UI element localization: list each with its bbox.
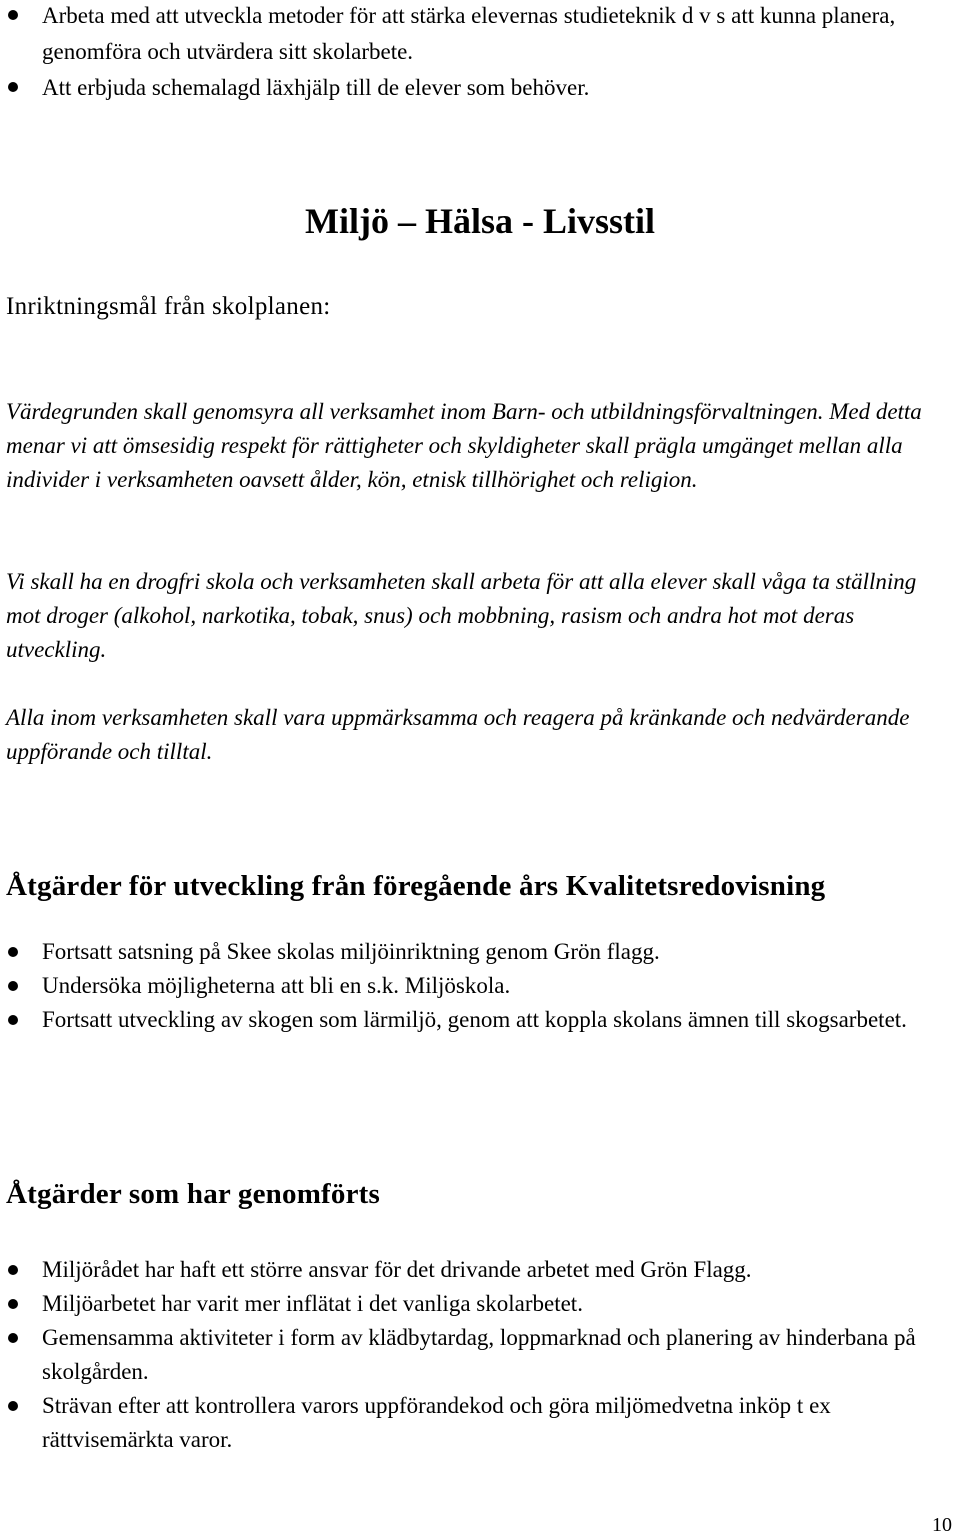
list-item-text: Gemensamma aktiviteter i form av klädbytardag, loppmarknad och planering av hinderbana på skolgården. <box>42 1325 916 1384</box>
list-item <box>0 969 960 1003</box>
list-item <box>0 935 960 969</box>
list-item <box>0 70 960 106</box>
bullet-icon <box>8 10 18 20</box>
intro-bullet-list <box>0 0 960 106</box>
bullet-icon <box>8 1265 18 1275</box>
list-item-text: Att erbjuda schemalagd läxhjälp till de elever som behöver. <box>42 75 590 100</box>
paragraph: Alla inom verksamheten skall vara uppmärksamma och reagera på kränkande och nedvärderande uppförande och tilltal. <box>6 705 910 764</box>
list-item-text: Fortsatt satsning på Skee skolas miljöinriktning genom Grön flagg. <box>42 939 660 964</box>
paragraph: Vi skall ha en drogfri skola och verksamheten skall arbeta för att alla elever skall våga ta ställning mot droger (alkohol, narkotika, tobak, snus) och mobbning, rasism och andra hot mot deras utveckling. <box>6 569 917 662</box>
heading-development: Åtgärder för utveckling från föregående års Kvalitetsredovisning <box>6 870 826 902</box>
bullet-icon <box>8 82 18 92</box>
bullet-icon <box>8 947 18 957</box>
list-item <box>0 1389 960 1457</box>
bullet-icon <box>8 1015 18 1025</box>
list-item <box>0 0 960 70</box>
list-item-text: Fortsatt utveckling av skogen som lärmiljö, genom att koppla skolans ämnen till skogsarbetet. <box>42 1007 907 1032</box>
bullet-icon <box>8 1299 18 1309</box>
development-bullet-list <box>0 935 960 1037</box>
bullet-icon <box>8 1401 18 1411</box>
list-item-text: Strävan efter att kontrollera varors uppförandekod och göra miljömedvetna inköp t ex rättvisemärkta varor. <box>42 1393 831 1452</box>
list-item <box>0 1253 960 1287</box>
page-number: 10 <box>932 1514 952 1536</box>
paragraph: Värdegrunden skall genomsyra all verksamhet inom Barn- och utbildningsförvaltningen. Med detta menar vi att ömsesidig respekt för rättigheter och skyldigheter skall prägla umgänget mellan alla individer i verksamheten oavsett ålder, kön, etnisk tillhörighet och religion. <box>6 399 922 492</box>
heading-done: Åtgärder som har genomförts <box>6 1178 381 1210</box>
list-item <box>0 1003 960 1037</box>
bullet-icon <box>8 1333 18 1343</box>
done-bullet-list <box>0 1253 960 1457</box>
list-item <box>0 1321 960 1389</box>
list-item <box>0 1287 960 1321</box>
list-item-text: Miljörådet har haft ett större ansvar för det drivande arbetet med Grön Flagg. <box>42 1257 752 1282</box>
subtitle: Inriktningsmål från skolplanen: <box>6 293 331 320</box>
section-title: Miljö – Hälsa - Livsstil <box>305 201 655 241</box>
list-item-text: Undersöka möjligheterna att bli en s.k. Miljöskola. <box>42 973 511 998</box>
list-item-text: Miljöarbetet har varit mer inflätat i det vanliga skolarbetet. <box>42 1291 583 1316</box>
bullet-icon <box>8 981 18 991</box>
list-item-text: Arbeta med att utveckla metoder för att stärka elevernas studieteknik d v s att kunna planera, genomföra och utvärdera sitt skolarbete. <box>42 3 896 64</box>
